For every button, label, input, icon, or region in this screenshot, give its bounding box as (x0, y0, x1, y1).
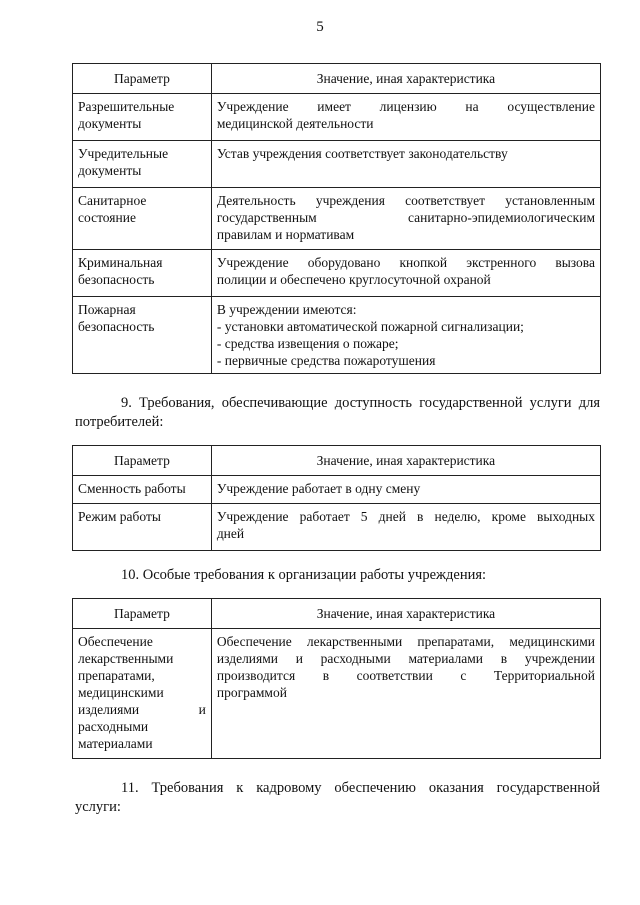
table-row (73, 94, 601, 141)
param-line: расходными (78, 719, 149, 734)
param-line: лекарственными (78, 651, 174, 666)
value-line: Учреждение работает 5 дней в неделю, кроме выходных (216, 509, 595, 524)
param-line: состояние (78, 210, 136, 225)
param-line: безопасность (78, 319, 155, 334)
value-line: В учреждении имеются: (216, 302, 357, 317)
param-line: Пожарная (78, 302, 136, 317)
table-row (73, 188, 601, 250)
header-value: Значение, иная характеристика (211, 599, 600, 629)
table-header-row (73, 64, 601, 94)
param-cell (73, 476, 212, 504)
section-9-line-1: 9. Требования, обеспечивающие доступность государственной услуги для (121, 395, 600, 411)
value-cell (211, 297, 600, 374)
value-line: - установки автоматической пожарной сигнализации; (216, 319, 524, 334)
value-line: правилам и нормативам (216, 227, 355, 242)
value-line: - первичные средства пожаротушения (216, 353, 436, 368)
param-line: Сменность работы (78, 481, 186, 496)
value-line: дней (216, 526, 245, 541)
value-line: Учреждение имеет лицензию на осуществление (216, 99, 595, 114)
value-cell (211, 188, 600, 250)
param-line: Режим работы (78, 509, 161, 524)
header-value: Значение, иная характеристика (211, 64, 600, 94)
param-line: безопасность (78, 272, 155, 287)
value-line: Устав учреждения соответствует законодательству (216, 146, 508, 161)
param-line: Криминальная (78, 255, 163, 270)
param-line: Разрешительные (78, 99, 175, 114)
value-line: Деятельность учреждения соответствует установленным (216, 193, 595, 208)
value-line: Учреждение оборудовано кнопкой экстренного вызова (216, 255, 595, 270)
header-param: Параметр (73, 64, 212, 94)
value-cell (211, 250, 600, 297)
param-cell (73, 629, 212, 759)
special-requirements-table (72, 598, 601, 759)
section-9-heading (75, 394, 600, 432)
table-row (73, 504, 601, 551)
value-line: изделиями и расходными материалами в учреждении (216, 651, 595, 666)
section-11-line-1: 11. Требования к кадровому обеспечению оказания государственной (121, 780, 600, 796)
value-cell (211, 141, 600, 188)
param-cell (73, 141, 212, 188)
table-row (73, 297, 601, 374)
requirements-table (72, 63, 601, 374)
header-value: Значение, иная характеристика (211, 446, 600, 476)
table-row (73, 141, 601, 188)
param-line: материалами (78, 736, 153, 751)
table-header-row (73, 446, 601, 476)
value-line: Учреждение работает в одну смену (216, 481, 421, 496)
value-cell (211, 629, 600, 759)
value-line: Обеспечение лекарственными препаратами, медицинскими (216, 634, 595, 649)
section-11-heading (75, 779, 600, 817)
section-10-line-1: 10. Особые требования к организации работы учреждения: (121, 567, 487, 583)
param-cell (73, 250, 212, 297)
param-line: медицинскими (78, 685, 164, 700)
param-cell (73, 504, 212, 551)
header-param: Параметр (73, 446, 212, 476)
value-cell (211, 504, 600, 551)
param-cell (73, 297, 212, 374)
value-line: производится в соответствии с Территориальной (216, 668, 595, 683)
section-9-line-2: потребителей: (75, 414, 164, 430)
value-cell (211, 94, 600, 141)
value-line: полиции и обеспечено круглосуточной охраной (216, 272, 491, 287)
param-line: документы (78, 116, 142, 131)
param-line: Учредительные (78, 146, 169, 161)
value-cell (211, 476, 600, 504)
page-number: 5 (316, 19, 324, 35)
param-line: Обеспечение (78, 634, 153, 649)
table-row (73, 629, 601, 759)
header-param: Параметр (73, 599, 212, 629)
table-header-row (73, 599, 601, 629)
value-line: медицинской деятельности (216, 116, 374, 131)
value-line: программой (216, 685, 287, 700)
accessibility-table (72, 445, 601, 551)
section-11-line-2: услуги: (75, 799, 121, 815)
table-row (73, 476, 601, 504)
param-line: препаратами, (78, 668, 155, 683)
section-10-heading (75, 566, 600, 585)
param-line: изделиями и (78, 702, 206, 717)
param-line: Санитарное (78, 193, 147, 208)
param-line: документы (78, 163, 142, 178)
param-cell (73, 94, 212, 141)
table-row (73, 250, 601, 297)
param-cell (73, 188, 212, 250)
value-line: государственным санитарно-эпидемиологическим (216, 210, 595, 225)
value-line: - средства извещения о пожаре; (216, 336, 399, 351)
